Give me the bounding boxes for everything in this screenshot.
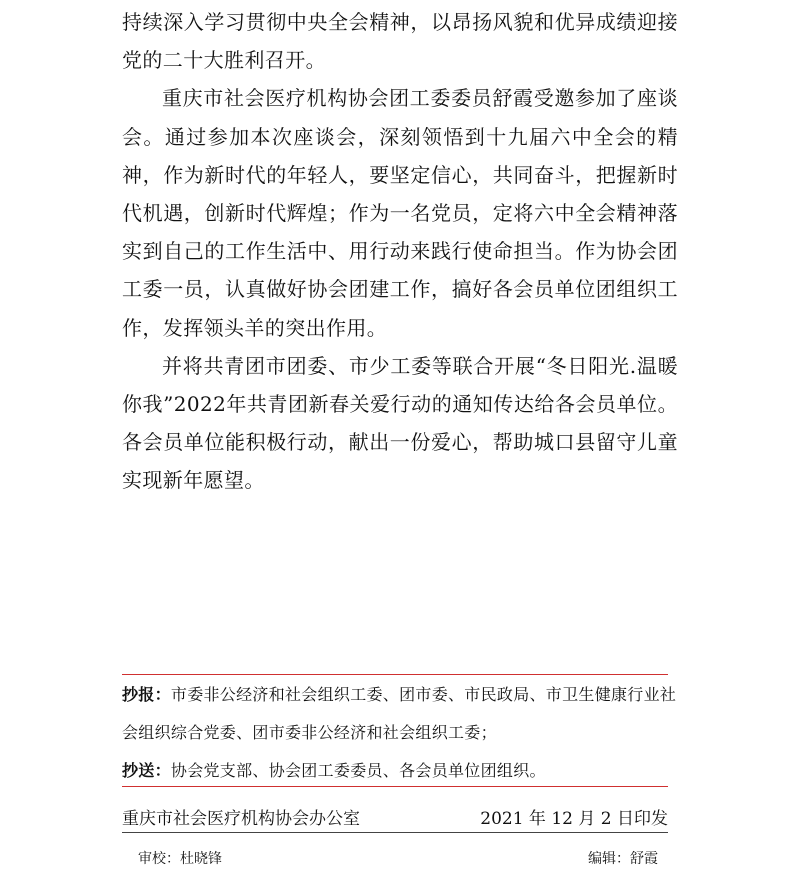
issuer-office: 重庆市社会医疗机构协会办公室 bbox=[122, 809, 360, 829]
paragraph-2: 重庆市社会医疗机构协会团工委委员舒霞受邀参加了座谈会。通过参加本次座谈会，深刻领悟到十九届六中全会的精神，作为新时代的年轻人，要坚定信心，共同奋斗，把握新时代机遇，创新时代辉煌；作为一名党员，定将六中全会精神落实到自己的工作生活中、用行动来践行使命担当。作为协会团工委一员，认真做好协会团建工作，搞好各会员单位团组织工作，发挥领头羊的突出作用。 bbox=[122, 86, 678, 340]
middle-red-rule bbox=[122, 786, 668, 787]
paragraph-1: 持续深入学习贯彻中央全会精神，以昂扬风貌和优异成绩迎接党的二十大胜利召开。 bbox=[122, 10, 678, 73]
reviewer: 审校：杜晓锋 bbox=[138, 851, 222, 867]
report-to-label: 抄报： bbox=[122, 685, 171, 704]
send-to-text: 协会党支部、协会团工委委员、各会员单位团组织。 bbox=[170, 761, 546, 780]
issuer-row bbox=[122, 804, 668, 829]
paragraph-3: 并将共青团市团委、市少工委等联合开展“冬日阳光.温暖你我”2022年共青团新春关爱行动的通知传达给各会员单位。各会员单位能积极行动，献出一份爱心，帮助城口县留守儿童实现新年愿望。 bbox=[122, 353, 678, 493]
send-to bbox=[122, 752, 678, 790]
editor-row bbox=[138, 848, 658, 868]
send-to-label: 抄送： bbox=[122, 761, 171, 780]
editor: 编辑：舒霞 bbox=[588, 851, 658, 867]
bottom-rule bbox=[122, 832, 668, 833]
cc-block bbox=[122, 676, 678, 790]
body-text bbox=[122, 3, 678, 500]
report-to-text: 市委非公经济和社会组织工委、团市委、市民政局、市卫生健康行业社会组织综合党委、团市委非公经济和社会组织工委； bbox=[122, 685, 677, 742]
issue-date: 2021 年 12 月 2 日印发 bbox=[480, 809, 668, 829]
report-to bbox=[122, 676, 678, 752]
top-red-rule bbox=[122, 674, 668, 675]
